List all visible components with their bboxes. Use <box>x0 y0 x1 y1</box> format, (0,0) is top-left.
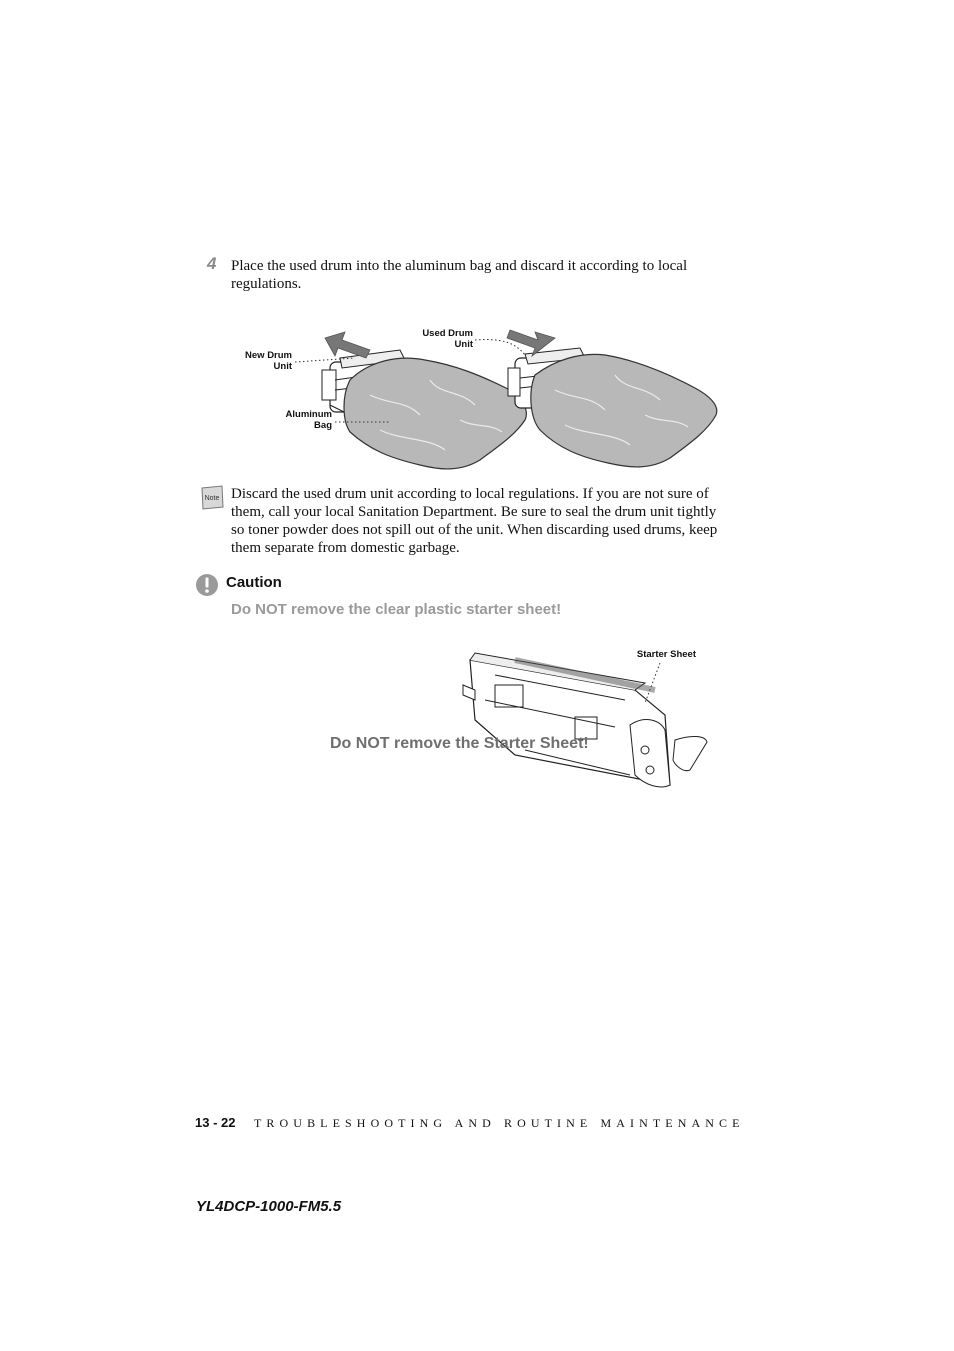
aluminum-bag-right <box>531 354 717 467</box>
page-number: 13 - 22 <box>195 1115 236 1130</box>
label-line: Used Drum <box>422 328 473 339</box>
section-title: TROUBLESHOOTING AND ROUTINE MAINTENANCE <box>254 1116 745 1130</box>
label-line: New Drum <box>245 350 292 361</box>
svg-text:Note: Note <box>204 495 220 502</box>
aluminum-bag-left <box>344 358 526 469</box>
step-text: Place the used drum into the aluminum bag and discard it according to local regulations. <box>231 258 688 292</box>
label-line: Unit <box>454 339 473 350</box>
label-starter-sheet: Starter Sheet <box>636 649 696 660</box>
note-text: Discard the used drum unit according to local regulations. If you are not sure of them, call your local Sanitation Department. Be sure to seal the drum unit tightly so toner powder does not spill out of the unit. When discarding used drums, keep them separate from domestic garbage. <box>231 486 718 556</box>
caution-subtitle: Do NOT remove the clear plastic starter sheet! <box>231 601 562 618</box>
caution-icon <box>195 573 219 597</box>
label-line: Bag <box>314 420 332 431</box>
arrow-icon <box>325 332 370 358</box>
starter-sheet-warning: Do NOT remove the Starter Sheet! <box>330 735 589 752</box>
label-new-drum-unit <box>232 350 292 372</box>
label-line: Aluminum <box>285 409 332 420</box>
drum-bag-illustration <box>230 320 730 480</box>
note-icon <box>199 485 225 511</box>
label-aluminum-bag <box>272 409 332 431</box>
starter-sheet-illustration <box>455 645 715 800</box>
label-used-drum-unit <box>413 328 473 350</box>
document-id: YL4DCP-1000-FM5.5 <box>196 1198 342 1215</box>
caution-title: Caution <box>226 574 282 591</box>
step-number: 4 <box>207 254 217 273</box>
label-line: Unit <box>273 361 292 372</box>
